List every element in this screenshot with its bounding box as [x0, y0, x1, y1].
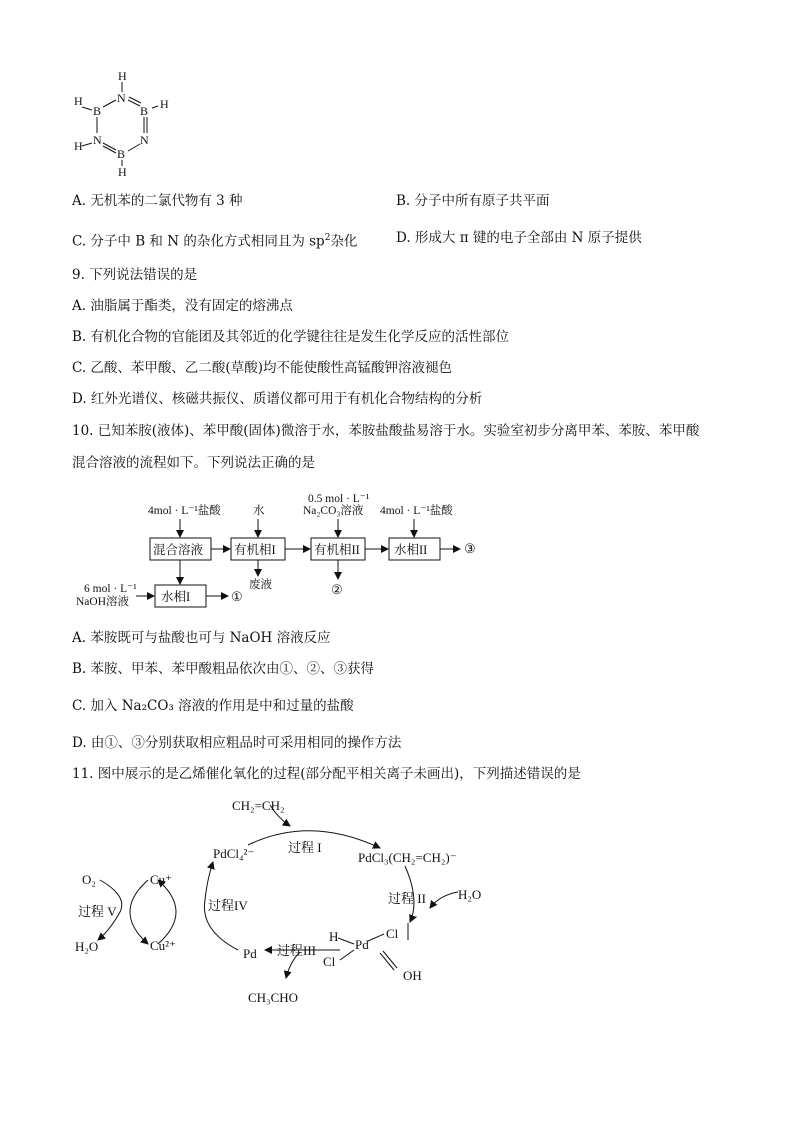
q9-stem: 9. 下列说法错误的是	[72, 267, 198, 283]
q8-option-c-text: C. 分子中 B 和 N 的杂化方式相同且为 sp	[72, 233, 325, 250]
water2-label: H₂O	[75, 939, 99, 954]
pdcl4-label: PdCl₄²⁻	[213, 846, 255, 861]
pd-label: Pd	[243, 946, 257, 961]
int-cl1-label: Cl	[386, 926, 399, 941]
q10-stem-line2: 混合溶液的流程如下。下列说法正确的是	[72, 455, 315, 471]
atom-h-left-top: H	[74, 94, 83, 108]
box-organic-1-label: 有机相I	[234, 543, 276, 557]
q8-option-b: B. 分子中所有原子共平面	[396, 193, 550, 209]
q10-option-d: D. 由①、③分别获取相应粗品时可采用相同的操作方法	[72, 735, 402, 751]
int-oh-label: OH	[403, 968, 422, 983]
q9-option-a: A. 油脂属于酯类，没有固定的熔沸点	[72, 298, 293, 314]
step1-label: 过程 I	[288, 840, 322, 855]
reagent-naoh: NaOH溶液	[76, 596, 130, 608]
q9-option-c: C. 乙酸、苯甲酸、乙二酸(草酸)均不能使酸性高锰酸钾溶液褪色	[72, 360, 452, 376]
int-charge-label: ⁻	[411, 911, 418, 926]
atom-b-right-top: B	[140, 104, 149, 118]
q8-option-c-tail: 杂化	[330, 233, 358, 250]
reagent-hcl-1: 4mol · L⁻¹盐酸	[148, 505, 221, 517]
atom-n-left-bottom: N	[93, 133, 102, 147]
water1-label: H₂O	[458, 887, 482, 902]
atom-h-top: H	[118, 69, 127, 83]
reagent-naoh-conc: 6 mol · L⁻¹	[84, 583, 137, 595]
int-pd-label: Pd	[355, 937, 369, 952]
atom-h-bottom: H	[118, 165, 127, 179]
q10-option-c: C. 加入 Na₂CO₃ 溶液的作用是中和过量的盐酸	[72, 698, 354, 714]
waste-label: 废液	[249, 579, 272, 591]
q10-option-b: B. 苯胺、甲苯、苯甲酸粗品依次由①、②、③获得	[72, 661, 375, 677]
reagent-na2co3: Na₂CO₃溶液	[303, 505, 364, 517]
o2-label: O₂	[82, 872, 96, 887]
atom-h-left-bottom: H	[74, 139, 83, 153]
q11-stem: 11. 图中展示的是乙烯催化氧化的过程(部分配平相关离子未画出)，下列描述错误的是	[72, 766, 581, 782]
atom-h-right-top: H	[160, 97, 169, 111]
box-organic-2-label: 有机相II	[314, 543, 360, 557]
cu1-label: Cu⁺	[150, 872, 173, 887]
q9-option-d: D. 红外光谱仪、核磁共振仪、质谱仪都可用于有机化合物结构的分析	[72, 391, 483, 407]
q10-option-a: A. 苯胺既可与盐酸也可与 NaOH 溶液反应	[72, 630, 331, 646]
step4-label: 过程IV	[208, 898, 248, 913]
atom-n-top: N	[117, 91, 126, 105]
box-aqueous-2-label: 水相II	[394, 543, 428, 557]
step5-label: 过程 V	[78, 904, 117, 919]
q8-option-d: D. 形成大 π 键的电子全部由 N 原子提供	[396, 230, 642, 246]
int-h-label: H	[329, 929, 339, 944]
reagent-hcl-2: 4mol · L⁻¹盐酸	[380, 505, 453, 517]
reagent-na2co3-conc: 0.5 mol · L⁻¹	[308, 493, 370, 505]
step3-label: 过程III	[277, 943, 316, 958]
q8-option-a: A. 无机苯的二氯代物有 3 种	[72, 193, 243, 209]
complex1-label: PdCl₃(CH₂=CH₂)⁻	[358, 850, 457, 865]
atom-b-bottom: B	[117, 147, 126, 161]
acetaldehyde-label: CH₃CHO	[248, 990, 299, 1005]
q8-option-c-sup: 2	[324, 233, 331, 243]
atom-b-left-top: B	[93, 104, 102, 118]
product-3: ③	[464, 541, 476, 556]
q10-stem-line1: 10. 已知苯胺(液体)、苯甲酸(固体)微溶于水，苯胺盐酸盐易溶于水。实验室初步分离甲苯、苯胺、苯甲酸	[72, 423, 700, 439]
product-2: ②	[331, 582, 343, 597]
atom-n-right-bottom: N	[140, 133, 149, 147]
step2-label: 过程 II	[388, 891, 426, 906]
reagent-water: 水	[253, 505, 265, 517]
box-aqueous-1-label: 水相I	[161, 590, 191, 604]
ethylene-label: CH₂=CH₂	[232, 798, 285, 813]
q9-option-b: B. 有机化合物的官能团及其邻近的化学键往往是发生化学反应的活性部位	[72, 329, 510, 345]
cu2-label: Cu²⁺	[150, 938, 176, 953]
product-1: ①	[231, 589, 243, 604]
box-mixture-label: 混合溶液	[153, 543, 204, 557]
int-cl2-label: Cl	[323, 954, 336, 969]
